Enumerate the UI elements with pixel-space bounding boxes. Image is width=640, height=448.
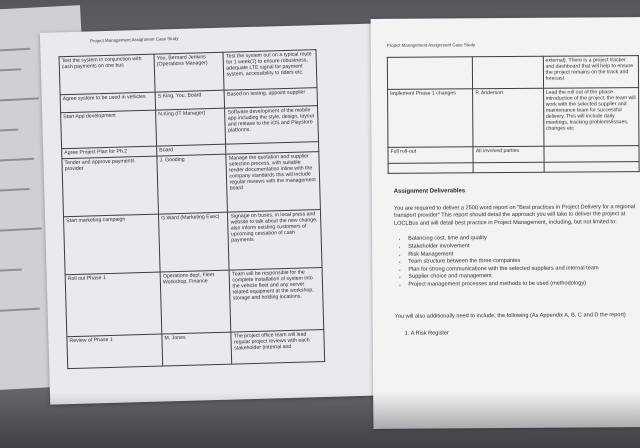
task-cell: Agree system to be used in vehicles [60, 92, 156, 113]
page-title: Project Management Assignment Case Study [386, 42, 476, 48]
description-cell: Lead the roll out of the phase introduction of the project, the team will work with the selected supplier and maintenance team for successful delivery. This will include daily meetings, tracking problems/issues, changes etc [543, 88, 639, 147]
task-cell: Roll out Phase 1 [65, 272, 162, 337]
list-item: • Stakeholder involvement [408, 242, 640, 251]
description-cell: Signage on buses, in local press and website to talk about the new change, also inform existing customers of upcoming cessation of cash payments [228, 210, 322, 271]
table-row [67, 330, 325, 369]
table-row [64, 210, 323, 275]
blurred-text-line [0, 227, 42, 232]
owner-cell: G.Ward (Marketing Exec) [159, 212, 230, 272]
description-cell: Test the system out on a typical route for 1 week(7) to ensure robustness, adequate LTE signal for payment system, accessibility to riders etc. [223, 50, 317, 91]
owner-cell: S.King, You, Board [155, 90, 225, 110]
list-item: • Plan for strong communications with the selected suppliers and internal team [408, 265, 640, 274]
table-row [65, 268, 324, 337]
list-item: • Supplier choice and management [408, 272, 640, 281]
deliverables-list [394, 234, 640, 289]
blurred-text-line [0, 308, 40, 313]
blurred-text-line [0, 269, 22, 273]
owner-cell [473, 162, 543, 172]
description-cell [544, 146, 640, 163]
owner-cell: J. Gooding [157, 154, 228, 214]
blurred-text-line [0, 129, 18, 133]
task-cell: Test the system in conjunction with cash payments on one bus [59, 54, 155, 95]
description-cell: Team will be responsible for the complete installation of system into the vehicle fleet and any server related equipment at the workshop, storage and holding locations. [230, 268, 324, 333]
list-item: • Balancing cost, time and quality [408, 234, 640, 243]
left-document-page [40, 23, 390, 404]
blurred-text-line [0, 158, 34, 163]
owner-cell: Operations dept, Fleet Workshop, Finance [160, 270, 231, 334]
owner-cell: N.King (IT Manager) [156, 108, 226, 146]
description-cell: external). There is a project tracker and dashboard that will help to ensure the project remains on the track and forecast [543, 56, 639, 89]
description-cell: Software development of the mobile app including the style, design, layout and release to the iOS and Playstore platforms. [225, 106, 319, 145]
blurred-text-line [0, 188, 30, 193]
task-cell: Full roll-out [388, 147, 473, 164]
page-title: Project Management Assignment Case Study [90, 35, 179, 44]
task-cell: Review of Phase 1 [67, 334, 163, 369]
project-plan-table-continued [387, 55, 640, 174]
description-cell [544, 162, 639, 173]
list-item: • Project management processes and methods to be used (methodology) [408, 280, 640, 289]
blurred-text-line [0, 97, 39, 102]
owner-cell: Board [157, 144, 227, 156]
task-cell [388, 163, 473, 174]
table-row [388, 88, 639, 148]
deliverables-heading: Assignment Deliverables [393, 188, 466, 195]
deliverables-intro: You are required to deliver a 2500 word report on "Best practices in Project Delivery for a regional transport provider" This report should detail the approach you will take to deliver the project at LOCLBus and will detail best practice in Project Management, including, but not limited to: [393, 203, 636, 227]
owner-cell: All involved parties [473, 146, 543, 162]
task-cell: Agree Project Plan for Ph.2 [62, 146, 157, 159]
description-cell: Based on testing, appoint supplier [224, 88, 317, 109]
task-cell: Implement Phase 1 changes [388, 89, 474, 148]
description-cell: The project office team will lead regular project reviews with each stakeholder (internal and [231, 330, 324, 365]
assignment-deliverables [394, 187, 640, 338]
blurred-text-line [0, 48, 30, 53]
appendix-item: 1. A Risk Register [404, 330, 449, 337]
owner-cell [473, 56, 543, 88]
list-item: • Team structure between the three companies [408, 257, 640, 266]
owner-cell: P. Anderson [473, 88, 544, 146]
list-item: • Risk Management [408, 250, 640, 259]
task-cell: Start marketing campaign [64, 214, 161, 275]
table-row [387, 56, 638, 90]
appendix-note: You will also additionally need to include, the following (As Appendix A, B, C and D the report) [394, 311, 626, 320]
project-plan-table [59, 49, 326, 369]
owner-cell: M. Jones [162, 332, 232, 366]
table-row [388, 146, 639, 164]
table-row [388, 162, 639, 174]
table-row [62, 152, 321, 217]
task-cell [387, 57, 473, 90]
blurred-text-line [0, 68, 21, 73]
description-cell: Manage the quotation and supplier selection process, with suitable tender documentation inline with the company standards this will include regular reviews with the management board [226, 152, 320, 213]
task-cell: Tender and approve payments provider [62, 156, 159, 217]
right-document-page [371, 17, 640, 429]
owner-cell: You, Bernard Jenkins (Operations Manager) [154, 52, 224, 92]
task-cell: Start App development [61, 110, 157, 149]
